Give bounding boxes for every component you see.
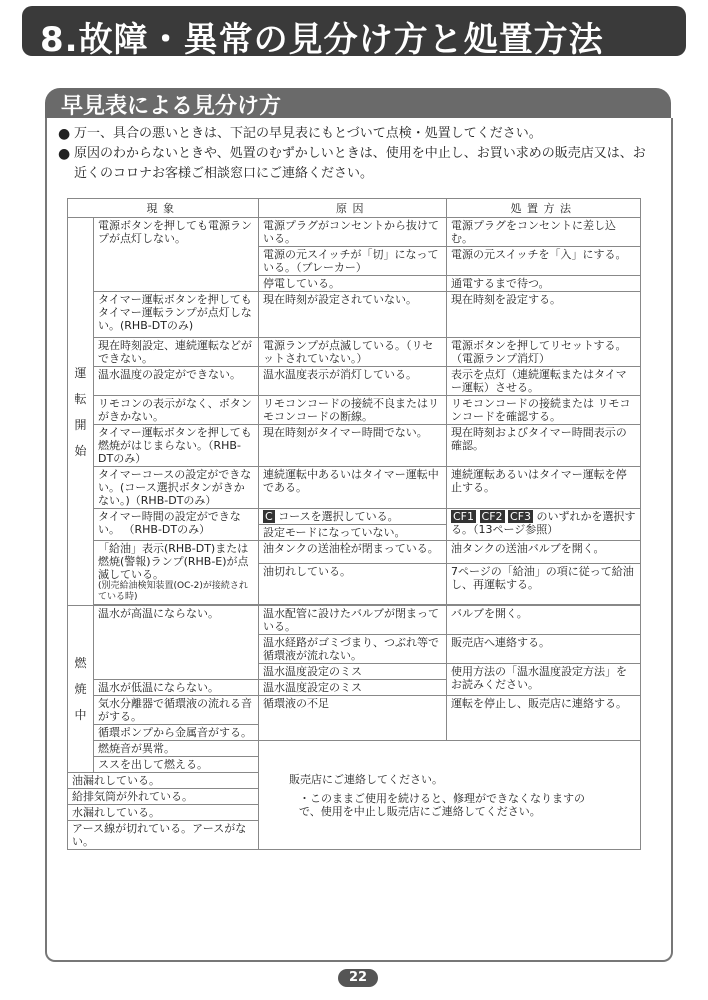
remedy-cell: 電源ボタンを押してリセットする。（電源ランプ消灯） [447, 338, 641, 367]
page-title-banner [22, 6, 686, 56]
symptom-cell: タイマー運転ボタンを押しても燃焼がはじまらない。（RHB-DTのみ） [94, 425, 259, 467]
symptom-cell: 水漏れしている。 [68, 805, 259, 821]
symptom-cell: 油漏れしている。 [68, 773, 259, 789]
cause-cell [259, 509, 447, 525]
symptom-cell: 温水が低温にならない。 [94, 680, 259, 696]
remedy-cell: 販売店へ連絡する。 [447, 635, 641, 664]
cause-cell: 油切れしている。 [259, 563, 447, 604]
bullet-icon: ● [58, 126, 71, 142]
bottom-remedy-main: 販売店にご連絡してください。 [289, 772, 443, 786]
symptom-cell: タイマーコースの設定ができない。(コース選択ボタンがきかない。)（RHB-DTのみ） [94, 467, 259, 509]
course-cf3-badge: CF3 [510, 510, 532, 523]
remedy-cell: 運転を停止し、販売店に連絡する。 [447, 696, 641, 741]
intro-bullet [58, 144, 658, 184]
symptom-cell: タイマー時間の設定ができない。 （RHB-DTのみ） [94, 509, 259, 541]
table-row [68, 396, 641, 425]
cause-cell: 停電している。 [259, 276, 447, 292]
remedy-cell: 表示を点灯（連続運転またはタイマー運転）させる。 [447, 367, 641, 396]
remedy-cell: 電源プラグをコンセントに差し込む。 [447, 218, 641, 247]
cause-cell: 連続運転中あるいはタイマー運転中である。 [259, 467, 447, 509]
remedy-cell: 油タンクの送油バルブを開く。 [447, 541, 641, 564]
page-number: 22 [338, 969, 378, 987]
page-title: 8.故障・異常の見分け方と処置方法 [40, 20, 604, 56]
table-row [68, 509, 641, 525]
table-row [68, 467, 641, 509]
cause-text: コースを選択している。 [278, 510, 399, 523]
bottom-remedy-cell [259, 741, 641, 850]
cause-cell: 現在時刻が設定されていない。 [259, 292, 447, 338]
remedy-cell: 7ページの「給油」の項に従って給油し、再運転する。 [447, 563, 641, 604]
symptom-cell: ススを出して燃える。 [94, 757, 259, 773]
table-row [68, 425, 641, 467]
table-row [68, 696, 641, 725]
cause-cell: 循環液の不足 [259, 696, 447, 741]
intro-bullet [58, 124, 658, 144]
cause-cell: 電源プラグがコンセントから抜けている。 [259, 218, 447, 247]
symptom-cell: 燃焼音が異常。 [94, 741, 259, 757]
symptom-cell: 温水温度の設定ができない。 [94, 367, 259, 396]
intro-bullets [58, 124, 658, 184]
remedy-cell: リモコンコードの接続または リモコンコードを確認する。 [447, 396, 641, 425]
table-row [68, 292, 641, 338]
bottom-remedy-note: ・このままご使用を続けると、修理ができなくなりますので、使用を中止し販売店にご連絡してください。 [299, 791, 585, 818]
cause-cell: 温水温度設定のミス [259, 664, 447, 680]
remedy-cell [447, 509, 641, 541]
table-row [68, 541, 641, 564]
bullet-icon: ● [58, 146, 71, 162]
intro-text: 万一、具合の悪いときは、下記の早見表にもとづいて点検・処置してください。 [74, 126, 542, 141]
course-cf2-badge: CF2 [481, 510, 503, 523]
table-row [68, 606, 641, 635]
cause-cell: 温水温度設定のミス [259, 680, 447, 696]
remedy-cell: 連続運転あるいはタイマー運転を停止する。 [447, 467, 641, 509]
section-title: 早見表による見分け方 [61, 94, 282, 119]
cause-cell: 温水経路がゴミづまり、つぶれ等で循環液が流れない。 [259, 635, 447, 664]
table-row [68, 367, 641, 396]
cause-cell: 設定モードになっていない。 [259, 525, 447, 541]
table-row [68, 338, 641, 367]
cause-cell: 温水配管に設けたバルブが閉まっている。 [259, 606, 447, 635]
course-c-badge: C [265, 510, 273, 523]
symptom-cell: 現在時刻設定、連続運転などができない。 [94, 338, 259, 367]
symptom-cell: 気水分離器で循環液の流れる音がする。 [94, 696, 259, 725]
cause-cell: 温水温度表示が消灯している。 [259, 367, 447, 396]
symptom-cell: 循環ポンプから金属音がする。 [94, 725, 259, 741]
header-symptom: 現象 [68, 199, 259, 218]
remedy-text: のいずれかを選択する。（13ページ参照） [451, 510, 636, 536]
symptom-cell: 電源ボタンを押しても電源ランプが点灯しない。 [94, 218, 259, 292]
symptom-cell [94, 541, 259, 605]
remedy-cell: 電源の元スイッチを「入」にする。 [447, 247, 641, 276]
table-row [68, 741, 641, 757]
intro-text: 原因のわからないときや、処置のむずかしいときは、使用を中止し、お買い求めの販売店又は、お近くのコロナお客様ご相談窓口にご連絡ください。 [74, 146, 646, 181]
remedy-cell: 現在時刻を設定する。 [447, 292, 641, 338]
remedy-cell: バルブを開く。 [447, 606, 641, 635]
symptom-text: 「給油」表示(RHB-DT)または燃焼(警報)ランプ(RHB-E)が点滅している。 [98, 542, 249, 581]
course-cf1-badge: CF1 [453, 510, 475, 523]
cause-cell: 電源の元スイッチが「切」になっている。（ブレーカー） [259, 247, 447, 276]
category-burn: 燃焼中 [68, 606, 94, 773]
symptom-cell: リモコンの表示がなく、ボタンがきかない。 [94, 396, 259, 425]
category-start: 運転開始 [68, 218, 94, 606]
remedy-cell: 使用方法の「温水温度設定方法」をお読みください。 [447, 664, 641, 696]
symptom-cell: アース線が切れている。アースがない。 [68, 821, 259, 850]
table-row [68, 218, 641, 247]
cause-cell: 油タンクの送油栓が閉まっている。 [259, 541, 447, 564]
cause-cell: 現在時刻がタイマー時間でない。 [259, 425, 447, 467]
symptom-cell: タイマー運転ボタンを押してもタイマー運転ランプが点灯しない。(RHB-DTのみ) [94, 292, 259, 338]
symptom-note: (別売給油検知装置(OC-2)が接続されている時) [98, 581, 248, 602]
symptom-cell: 給排気筒が外れている。 [68, 789, 259, 805]
cause-cell: 電源ランプが点滅している。（リセットされていない。） [259, 338, 447, 367]
section-title-banner [45, 88, 671, 118]
symptom-cell: 温水が高温にならない。 [94, 606, 259, 680]
table-header-row [68, 199, 641, 218]
header-remedy: 処置方法 [447, 199, 641, 218]
cause-cell: リモコンコードの接続不良またはリモコンコードの断線。 [259, 396, 447, 425]
remedy-cell: 通電するまで待つ。 [447, 276, 641, 292]
header-cause: 原因 [259, 199, 447, 218]
remedy-cell: 現在時刻およびタイマー時間表示の確認。 [447, 425, 641, 467]
diagnosis-table [67, 198, 641, 850]
